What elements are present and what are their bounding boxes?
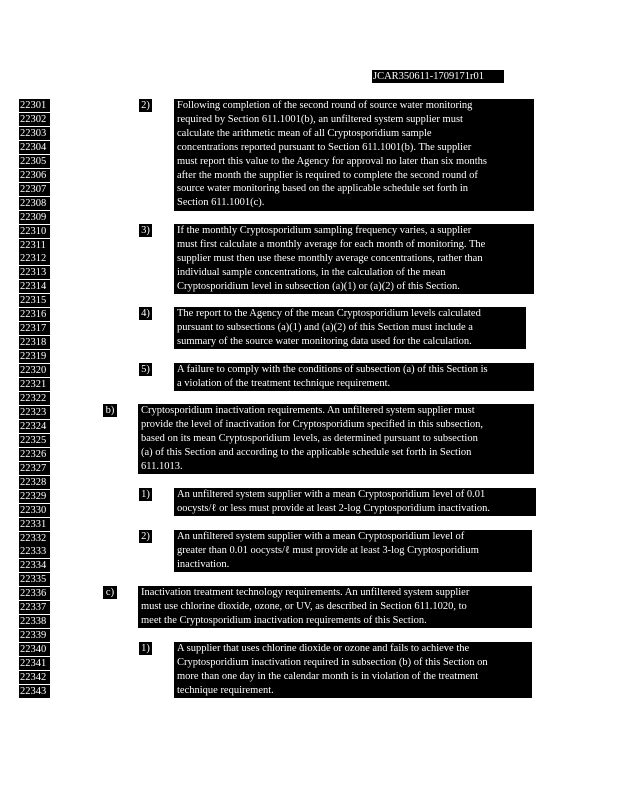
line-number: 22306 xyxy=(19,169,50,182)
item-marker: 2) xyxy=(139,530,152,543)
paragraph-line: Cryptosporidium inactivation required in subsection (b) of this Section on xyxy=(177,656,488,668)
line-number: 22340 xyxy=(19,643,50,656)
paragraph-block xyxy=(174,99,534,211)
line-number: 22316 xyxy=(19,308,50,321)
line-number: 22343 xyxy=(19,685,50,698)
line-number: 22319 xyxy=(19,350,50,363)
paragraph-block xyxy=(174,224,534,294)
paragraph-block xyxy=(174,530,532,572)
line-number: 22337 xyxy=(19,601,50,614)
paragraph-line: must first calculate a monthly average for each month of monitoring. The xyxy=(177,238,486,250)
item-marker: 1) xyxy=(139,642,152,655)
paragraph-line: source water monitoring based on the applicable schedule set forth in xyxy=(177,183,468,195)
paragraph-line: inactivation. xyxy=(177,558,230,570)
paragraph-line: Following completion of the second round of source water monitoring xyxy=(177,100,473,111)
paragraph-line: The report to the Agency of the mean Cryptosporidium levels calculated xyxy=(177,308,481,319)
line-number: 22313 xyxy=(19,266,50,279)
line-number: 22304 xyxy=(19,141,50,154)
item-marker: 1) xyxy=(139,488,152,501)
item-marker: 2) xyxy=(139,99,152,112)
line-number: 22327 xyxy=(19,462,50,475)
paragraph-line: calculate the arithmetic mean of all Cryptosporidium sample xyxy=(177,127,432,139)
item-marker: 3) xyxy=(139,224,152,237)
line-number: 22339 xyxy=(19,629,50,642)
paragraph-block xyxy=(174,642,532,698)
paragraph-line: meet the Cryptosporidium inactivation requirements of this Section. xyxy=(141,614,427,626)
paragraph-line: Cryptosporidium level in subsection (a)(1) or (a)(2) of this Section. xyxy=(177,280,460,292)
line-number: 22330 xyxy=(19,504,50,517)
line-number: 22336 xyxy=(19,587,50,600)
line-number: 22302 xyxy=(19,113,50,126)
paragraph-line: required by Section 611.1001(b), an unfiltered system supplier must xyxy=(177,113,463,125)
line-number: 22307 xyxy=(19,183,50,196)
paragraph-line: Section 611.1001(c). xyxy=(177,197,265,209)
document-id: JCAR350611-1709171r01 xyxy=(372,70,504,83)
paragraph-line: An unfiltered system supplier with a mean Cryptosporidium level of xyxy=(177,531,465,542)
paragraph-line: greater than 0.01 oocysts/ℓ must provide at least 3-log Cryptosporidium xyxy=(177,544,479,556)
item-marker: c) xyxy=(103,586,117,599)
paragraph-line: pursuant to subsections (a)(1) and (a)(2) of this Section must include a xyxy=(177,321,473,333)
line-number: 22322 xyxy=(19,392,50,405)
paragraph-line: oocysts/ℓ or less must provide at least 2-log Cryptosporidium inactivation. xyxy=(177,502,490,514)
line-number: 22341 xyxy=(19,657,50,670)
paragraph-line: Inactivation treatment technology requirements. An unfiltered system supplier xyxy=(141,587,470,598)
paragraph-line: after the month the supplier is required to complete the second round of xyxy=(177,169,478,181)
item-marker: 4) xyxy=(139,307,152,320)
paragraph-line: more than one day in the calendar month is in violation of the treatment xyxy=(177,670,479,682)
paragraph-line: (a) of this Section and according to the applicable schedule set forth in Section xyxy=(141,446,472,458)
paragraph-block xyxy=(174,488,536,516)
line-number: 22315 xyxy=(19,294,50,307)
line-number: 22332 xyxy=(19,532,50,545)
paragraph-line: A failure to comply with the conditions of subsection (a) of this Section is xyxy=(177,364,488,375)
paragraph-line: based on its mean Cryptosporidium levels, as determined pursuant to subsection xyxy=(141,432,478,444)
paragraph-line: must report this value to the Agency for approval no later than six months xyxy=(177,155,487,167)
paragraph-line: must use chlorine dioxide, ozone, or UV, as described in Section 611.1020, to xyxy=(141,600,467,612)
line-number: 22325 xyxy=(19,434,50,447)
line-number: 22309 xyxy=(19,211,50,224)
line-number: 22321 xyxy=(19,378,50,391)
paragraph-line: supplier must then use these monthly average concentrations, rather than xyxy=(177,252,483,264)
paragraph-line: A supplier that uses chlorine dioxide or ozone and fails to achieve the xyxy=(177,643,470,654)
item-marker: 5) xyxy=(139,363,152,376)
line-number: 22331 xyxy=(19,518,50,531)
paragraph-block xyxy=(174,307,526,349)
paragraph-block xyxy=(138,404,534,474)
line-number: 22314 xyxy=(19,280,50,293)
line-number: 22328 xyxy=(19,476,50,489)
line-number: 22317 xyxy=(19,322,50,335)
line-number: 22342 xyxy=(19,671,50,684)
paragraph-line: a violation of the treatment technique requirement. xyxy=(177,377,391,389)
paragraph-line: 611.1013. xyxy=(141,460,183,472)
line-number: 22324 xyxy=(19,420,50,433)
line-number: 22312 xyxy=(19,252,50,265)
line-number: 22311 xyxy=(19,239,50,252)
paragraph-block xyxy=(174,363,534,391)
paragraph-line: Cryptosporidium inactivation requirements. An unfiltered system supplier must xyxy=(141,405,475,416)
paragraph-line: provide the level of inactivation for Cryptosporidium specified in this subsection, xyxy=(141,418,484,430)
paragraph-line: summary of the source water monitoring data used for the calculation. xyxy=(177,335,472,347)
line-number: 22329 xyxy=(19,490,50,503)
line-number: 22323 xyxy=(19,406,50,419)
line-number: 22310 xyxy=(19,225,50,238)
line-number: 22301 xyxy=(19,99,50,112)
line-number: 22308 xyxy=(19,197,50,210)
line-number: 22305 xyxy=(19,155,50,168)
line-number: 22338 xyxy=(19,615,50,628)
item-marker: b) xyxy=(103,404,117,417)
line-number: 22320 xyxy=(19,364,50,377)
paragraph-line: An unfiltered system supplier with a mean Cryptosporidium level of 0.01 xyxy=(177,489,486,500)
line-number: 22335 xyxy=(19,573,50,586)
paragraph-line: individual sample concentrations, in the calculation of the mean xyxy=(177,266,446,278)
paragraph-line: If the monthly Cryptosporidium sampling frequency varies, a supplier xyxy=(177,225,472,236)
line-number: 22318 xyxy=(19,336,50,349)
line-number: 22334 xyxy=(19,559,50,572)
line-number: 22326 xyxy=(19,448,50,461)
paragraph-line: concentrations reported pursuant to Section 611.1001(b). The supplier xyxy=(177,141,472,153)
line-number: 22333 xyxy=(19,545,50,558)
line-number: 22303 xyxy=(19,127,50,140)
paragraph-line: technique requirement. xyxy=(177,684,274,696)
paragraph-block xyxy=(138,586,532,628)
